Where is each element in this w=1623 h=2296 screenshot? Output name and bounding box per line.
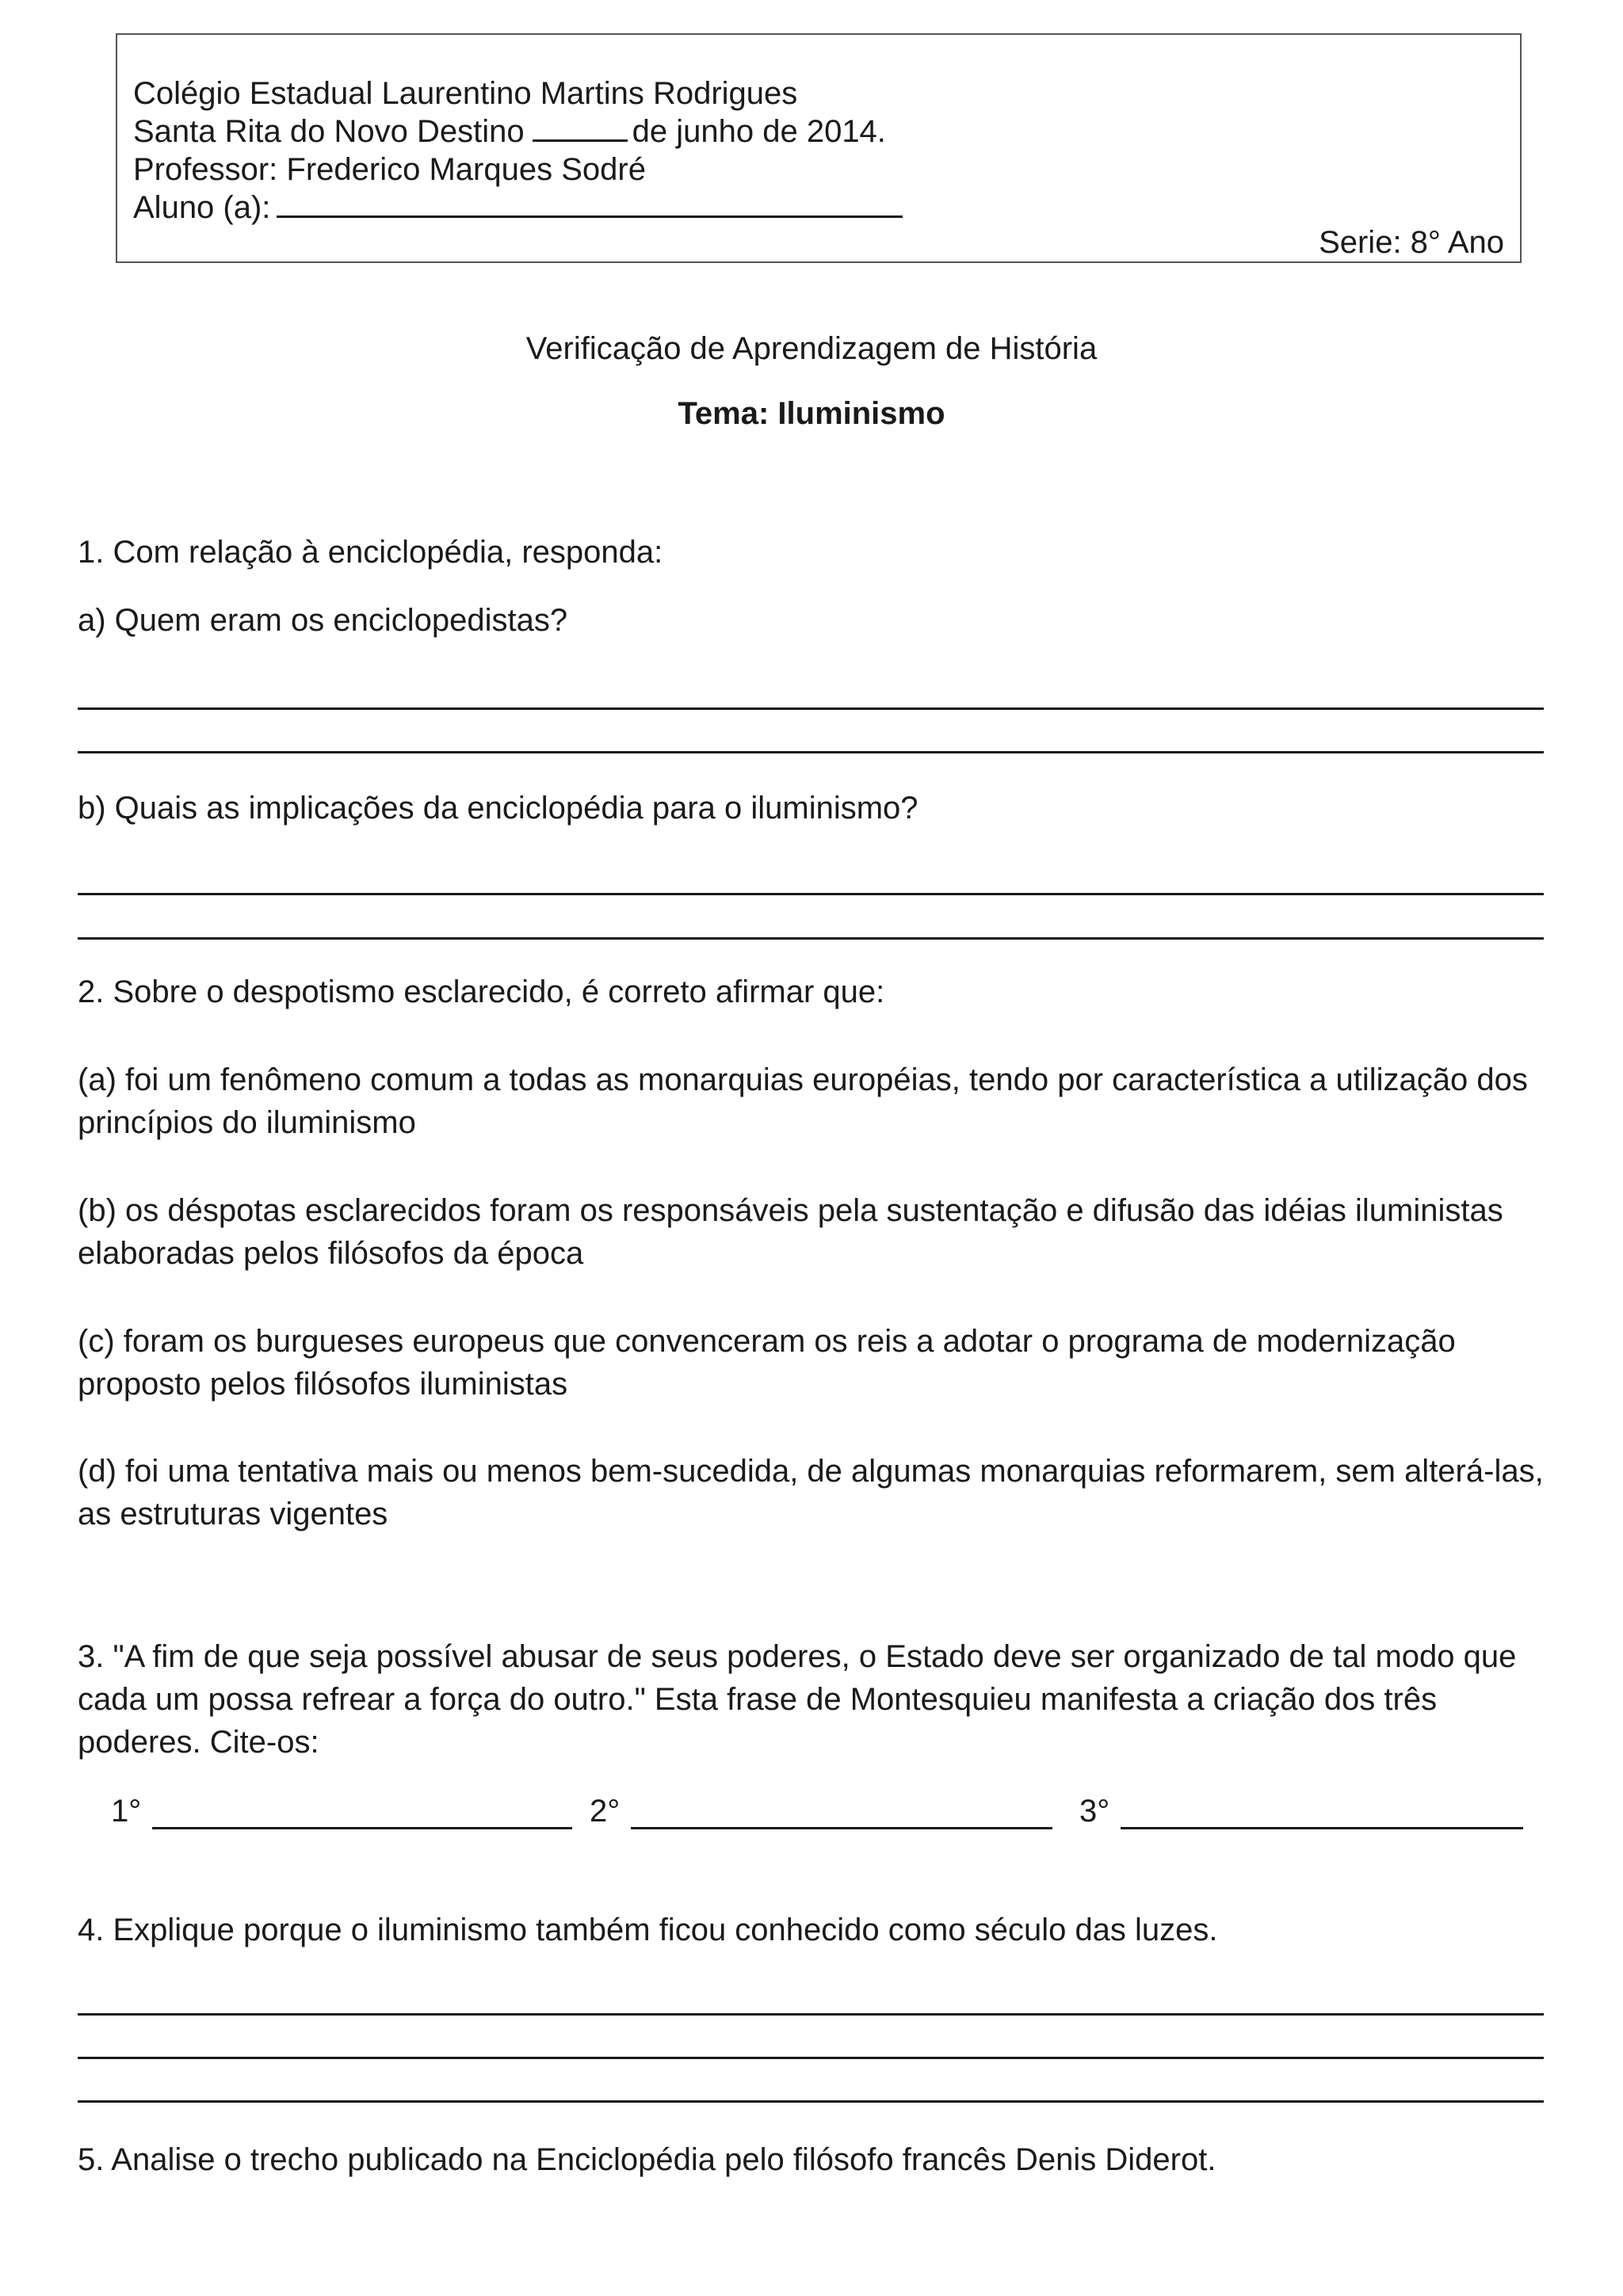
- day-blank[interactable]: [533, 113, 628, 142]
- q4-answer-line-3[interactable]: [78, 2100, 1544, 2103]
- q5-prompt: 5. Analise o trecho publicado na Enciclopédia pelo filósofo francês Denis Diderot.: [78, 2142, 1216, 2177]
- student-label: Aluno (a):: [133, 190, 271, 225]
- teacher-name: Professor: Frederico Marques Sodré: [133, 152, 646, 187]
- q4-prompt: 4. Explique porque o iluminismo também ficou conhecido como século das luzes.: [78, 1913, 1218, 1947]
- q4-answer-line-1[interactable]: [78, 2013, 1544, 2016]
- q3-label-3: 3°: [1079, 1794, 1110, 1829]
- serie-label: Serie: 8° Ano: [1319, 225, 1504, 260]
- header-box: [116, 33, 1522, 263]
- q3-answer-3[interactable]: [1121, 1827, 1523, 1829]
- student-line: [133, 189, 903, 227]
- q1-prompt: 1. Com relação à enciclopédia, responda:: [78, 535, 663, 570]
- q4-answer-line-2[interactable]: [78, 2057, 1544, 2059]
- q3-answer-2[interactable]: [631, 1827, 1052, 1829]
- q1b-answer-line-1[interactable]: [78, 893, 1544, 895]
- q3-answers: [0, 1792, 1623, 1836]
- theme-title: Tema: Iluminismo: [678, 396, 945, 431]
- q3-label-1: 1°: [111, 1794, 142, 1829]
- school-name: Colégio Estadual Laurentino Martins Rodrigues: [133, 76, 798, 111]
- q1a-answer-line-1[interactable]: [78, 707, 1544, 710]
- q2-prompt: 2. Sobre o despotismo esclarecido, é correto afirmar que:: [78, 974, 885, 1009]
- q2-option-d[interactable]: (d) foi uma tentativa mais ou menos bem-sucedida, de algumas monarquias reformarem, sem alterá-las, as estruturas vigentes: [78, 1454, 1544, 1531]
- date-prefix: Santa Rita do Novo Destino: [133, 114, 525, 149]
- page-title: Verificação de Aprendizagem de História: [525, 331, 1098, 366]
- q1a-prompt: a) Quem eram os enciclopedistas?: [78, 603, 568, 638]
- student-name-blank[interactable]: [277, 189, 903, 218]
- date-line: [133, 113, 886, 151]
- date-suffix: de junho de 2014.: [632, 114, 886, 149]
- q1a-answer-line-2[interactable]: [78, 751, 1544, 753]
- q2-option-b[interactable]: (b) os déspotas esclarecidos foram os responsáveis pela sustentação e difusão das idéias iluministas elaboradas pelos filósofos da época: [78, 1193, 1503, 1271]
- q2-option-c[interactable]: (c) foram os burgueses europeus que convenceram os reis a adotar o programa de modernização proposto pelos filósofos iluministas: [78, 1324, 1456, 1402]
- q3-answer-1[interactable]: [152, 1827, 572, 1829]
- q1b-answer-line-2[interactable]: [78, 937, 1544, 940]
- q3-label-2: 2°: [590, 1794, 621, 1829]
- q1b-prompt: b) Quais as implicações da enciclopédia para o iluminismo?: [78, 791, 918, 826]
- q3-prompt: 3. "A fim de que seja possível abusar de seus poderes, o Estado deve ser organizado de tal modo que cada um possa refrear a força do outro." Esta frase de Montesquieu manifesta a criação dos três poderes. Cite-os:: [78, 1639, 1517, 1760]
- q2-option-a[interactable]: (a) foi um fenômeno comum a todas as monarquias européias, tendo por característica a utilização dos princípios do iluminismo: [78, 1062, 1528, 1140]
